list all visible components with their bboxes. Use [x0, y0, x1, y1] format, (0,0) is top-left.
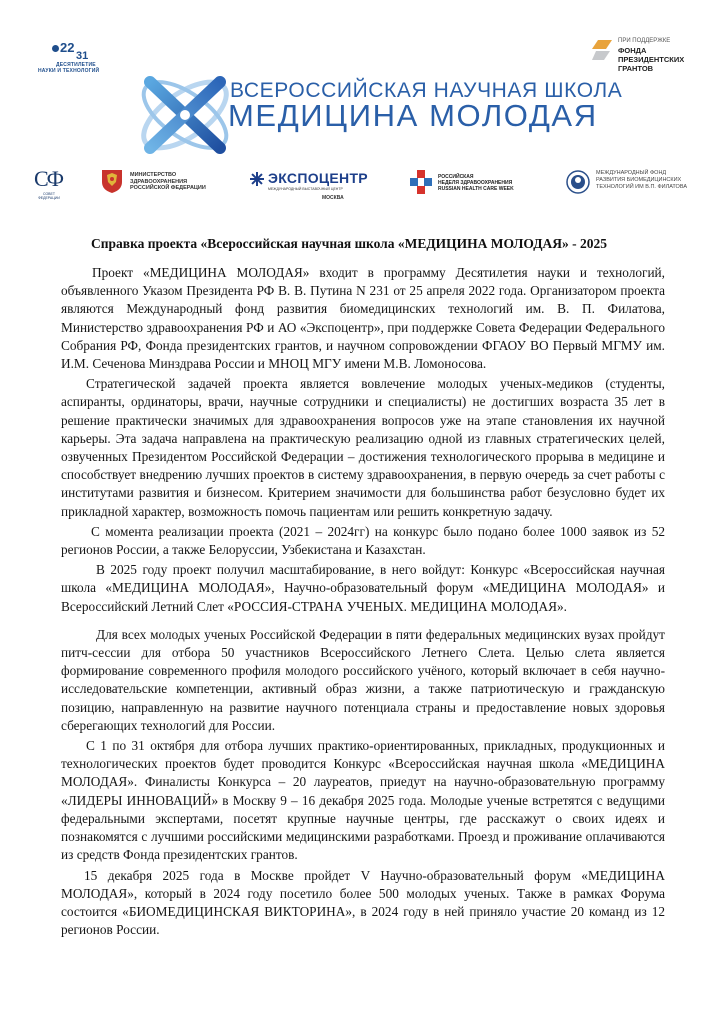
sf-caption: СОВЕТ ФЕДЕРАЦИИ: [38, 192, 60, 200]
filatov-line-3: ТЕХНОЛОГИЙ ИМ В.П. ФИЛАТОВА: [596, 184, 687, 190]
health-week-line-2: НЕДЕЛЯ ЗДРАВООХРАНЕНИЯ: [438, 180, 513, 186]
paragraph-applications: С момента реализации проекта (2021 – 2024гг) на конкурс было подано более 1000 заявок из 52 регионов России, а также Белоруссии, Узбекистана и Казахстан.: [61, 523, 665, 558]
paragraph-project-intro: Проект «МЕДИЦИНА МОЛОДАЯ» входит в программу Десятилетия науки и технологий, объявленного Указом Президента РФ В. В. Путина N 231 от 25 апреля 2022 года. Организатором проекта являются Международный фонд развития биомедицинских технологий им. В. П. Филатова, Министерство здравоохранения РФ и АО «Экспоцентр», при поддержке Совета Федерации Федерального Собрания РФ, Фонда президентских грантов, и научном сопровождении ФГАОУ ВО Первый МГМУ им. И.М. Сеченова Минздрава России и МНОЦ МГУ имени М.В. Ломоносова.: [61, 265, 665, 372]
health-week-line-3: RUSSIAN HEALTH CARE WEEK: [438, 186, 514, 192]
grants-line-4: ГРАНТОВ: [618, 64, 654, 73]
expocentre-subtitle: МЕЖДУНАРОДНЫЙ ВЫСТАВОЧНЫЙ ЦЕНТР: [268, 187, 343, 191]
health-week-cross-icon: [410, 170, 432, 196]
expocentre-city: МОСКВА: [322, 195, 344, 201]
paragraph-forum: 15 декабря 2025 года в Москве пройдет V Научно-образовательный форум «МЕДИЦИНА МОЛОДАЯ», который в 2024 году посетило более 500 молодых ученых. Также в рамках Форума состоится «БИОМЕДИЦИНСКАЯ ВИКТОРИНА», в 2024 году в ней приняло участие 20 команд из 12 регионов России.: [61, 867, 665, 938]
presidential-grants-fund-logo: [592, 38, 702, 78]
grants-line-1: ПРИ ПОДДЕРЖКЕ: [618, 38, 671, 44]
school-title-line-1: ВСЕРОССИЙСКАЯ НАУЧНАЯ ШКОЛА: [230, 79, 623, 102]
expocentre-name: ЭКСПОЦЕНТР: [268, 170, 368, 186]
decade-line-1: ДЕСЯТИЛЕТИЕ: [56, 62, 96, 68]
grants-line-2: ФОНДА: [618, 46, 647, 55]
expocentre-logo: [250, 170, 368, 206]
decade-number-bottom: 31: [76, 50, 89, 62]
filatov-line-2: РАЗВИТИЯ БИОМЕДИЦИНСКИХ: [596, 177, 682, 183]
grants-fund-icon: [592, 40, 612, 60]
decade-number-top: 22: [60, 40, 75, 55]
filatov-emblem-icon: [566, 170, 590, 194]
decade-line-2: НАУКИ И ТЕХНОЛОГИЙ: [38, 68, 100, 74]
sf-abbreviation: СФ: [34, 166, 63, 191]
federation-council-logo: [34, 164, 64, 200]
paragraph-strategic-goal: Стратегической задачей проекта является вовлечение молодых ученых-медиков (студенты, аспиранты, ординаторы, врачи, научные сотрудники и специалисты) не достигших возраста 35 лет в решение практически значимых для здравоохранения вопросов уже на этапе становления их научной карьеры. Эта задача направлена на практическую реализацию одной из главных стратегических целей, озвученных Президентом Российской Федерации – достижения технологического прорыва в медицине и способствует внедрению лучших проектов в систему здравоохранения, в первую очередь за счет работы с институтами развития и бизнесом. Критерием значимости для большинства работ безусловно будет их прикладной характер, возможность помочь пациентам или решить конкретную задачу.: [61, 376, 665, 519]
health-care-week-logo: [410, 170, 540, 202]
decade-of-science-logo: [32, 40, 104, 80]
paragraph-competition: С 1 по 31 октября для отбора лучших практико-ориентированных, прикладных, продукционных и технологических проектов будет проводится Конкурс «Всероссийская научная школа «МЕДИЦИНА МОЛОДАЯ». Финалисты Конкурса – 20 лауреатов, приедут на научно-образовательную программу «ЛИДЕРЫ ИННОВАЦИЙ» в Москву 9 – 16 декабря 2025 года. Молодые ученые встретятся с ведущими федеральными экспертами, посетят крупные научные центры, где расскажут о своих идеях и познакомятся с лучшими российскими медицинскими разработками. Проезд и проживание оплачиваются из средств Фонда президентских грантов.: [61, 738, 665, 863]
minzdrav-line-2: ЗДРАВООХРАНЕНИЯ: [130, 178, 188, 185]
minzdrav-line-3: РОССИЙСКОЙ ФЕДЕРАЦИИ: [130, 185, 206, 191]
health-week-line-1: РОССИЙСКАЯ: [438, 174, 474, 180]
medicine-young-school-logo: [130, 60, 240, 170]
paragraph-scaling-2025: В 2025 году проект получил масштабирование, в него войдут: Конкурс «Всероссийская научная школа «МЕДИЦИНА МОЛОДАЯ», Научно-образовательный форум «МЕДИЦИНА МОЛОДАЯ» и Всероссийский Летний Слет «РОССИЯ-СТРАНА УЧЕНЫХ. МЕДИЦИНА МОЛОДАЯ».: [61, 562, 665, 614]
document-title: Справка проекта «Всероссийская научная школа «МЕДИЦИНА МОЛОДАЯ» - 2025: [91, 236, 608, 251]
ministry-of-health-logo: [100, 168, 220, 196]
minzdrav-line-1: МИНИСТЕРСТВО: [130, 172, 177, 178]
filatov-foundation-logo: [566, 168, 706, 200]
paragraph-summer-camp: Для всех молодых ученых Российской Федерации в пяти федеральных медицинских вузах пройдут питч-сессии для отбора 50 участников Всероссийского Летнего Слета. Целью слета является формирование современного профиля молодого российского учёного, который включает в себя научно-исследовательские компетенции, активный образ жизни, а также патриотическую и гражданскую позицию, направленную на развитие научного потенциала страны и предоставление новых здоровья сберегающих технологий для России.: [61, 626, 665, 733]
decade-dot-icon: [52, 45, 59, 52]
expocentre-star-icon: [250, 172, 264, 186]
grants-line-3: ПРЕЗИДЕНТСКИХ: [618, 55, 685, 64]
document-body: [61, 264, 665, 939]
filatov-line-1: МЕЖДУНАРОДНЫЙ ФОНД: [596, 170, 667, 176]
coat-of-arms-icon: [100, 168, 124, 194]
school-title-line-2: МЕДИЦИНА МОЛОДАЯ: [228, 98, 598, 133]
